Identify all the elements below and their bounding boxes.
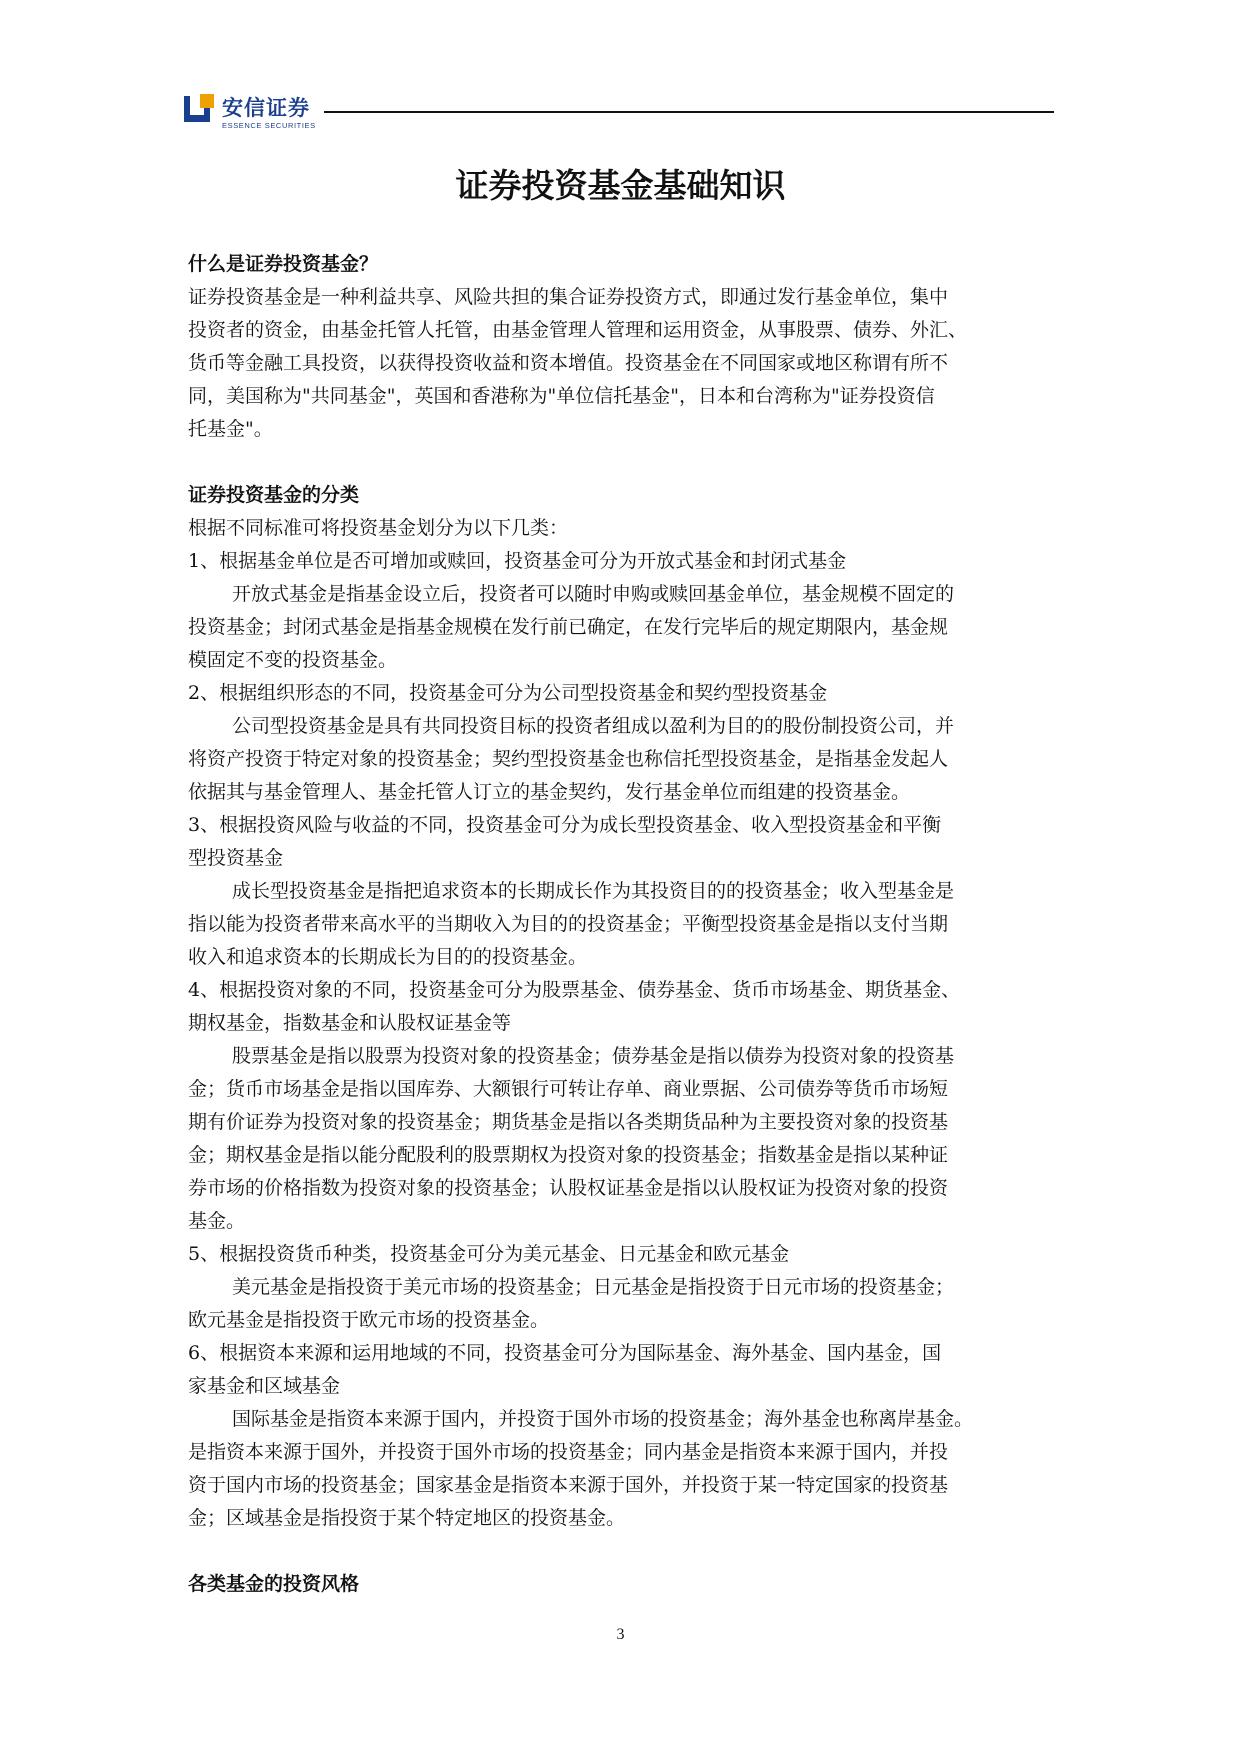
paragraph-line: 金；货币市场基金是指以国库券、大额银行可转让存单、商业票据、公司债券等货币市场短 [188, 1078, 949, 1100]
paragraph-line: 金；区域基金是指投资于某个特定地区的投资基金。 [188, 1507, 626, 1529]
paragraph-gap [188, 446, 1068, 479]
paragraph-line: 期有价证券为投资对象的投资基金；期货基金是指以各类期货品种为主要投资对象的投资基 [188, 1111, 949, 1133]
paragraph-line: 投资者的资金，由基金托管人托管，由基金管理人管理和运用资金，从事股票、债券、外汇、 [188, 319, 968, 341]
page-number: 3 [616, 1626, 625, 1643]
paragraph-line: 券市场的价格指数为投资对象的投资基金；认股权证基金是指以认股权证为投资对象的投资 [188, 1177, 949, 1199]
paragraph-line: 国际基金是指资本来源于国内，并投资于国外市场的投资基金；海外基金也称离岸基金。 [232, 1408, 974, 1430]
paragraph-line: 托基金"。 [188, 418, 273, 440]
paragraph-line: 成长型投资基金是指把追求资本的长期成长作为其投资目的的投资基金；收入型基金是 [232, 880, 955, 902]
paragraph-line: 美元基金是指投资于美元市场的投资基金；日元基金是指投资于日元市场的投资基金； [232, 1276, 955, 1298]
paragraph-line: 期权基金，指数基金和认股权证基金等 [188, 1012, 512, 1034]
document-body [188, 248, 1068, 1601]
section-heading: 证券投资基金的分类 [188, 484, 360, 506]
paragraph-line: 是指资本来源于国外，并投资于国外市场的投资基金；同内基金是指资本来源于国内，并投 [188, 1441, 949, 1463]
paragraph-line: 5、根据投资货币种类，投资基金可分为美元基金、日元基金和欧元基金 [188, 1243, 790, 1265]
section-heading: 什么是证券投资基金？ [188, 253, 379, 275]
brand-name-en: ESSENCE SECURITIES [222, 121, 316, 130]
paragraph-line: 家基金和区域基金 [188, 1375, 341, 1397]
paragraph-line: 将资产投资于特定对象的投资基金；契约型投资基金也称信托型投资基金，是指基金发起人 [188, 748, 949, 770]
paragraph-line: 3、根据投资风险与收益的不同，投资基金可分为成长型投资基金、收入型投资基金和平衡 [188, 814, 942, 836]
paragraph-line: 型投资基金 [188, 847, 284, 869]
paragraph-line: 4、根据投资对象的不同，投资基金可分为股票基金、债券基金、货币市场基金、期货基金、 [188, 979, 961, 1001]
essence-securities-logo-icon [184, 94, 214, 124]
paragraph-line: 2、根据组织形态的不同，投资基金可分为公司型投资基金和契约型投资基金 [188, 682, 828, 704]
paragraph-line: 证券投资基金是一种利益共享、风险共担的集合证券投资方式，即通过发行基金单位，集中 [188, 286, 949, 308]
paragraph-gap [188, 1535, 1068, 1568]
paragraph-line: 1、根据基金单位是否可增加或赎回，投资基金可分为开放式基金和封闭式基金 [188, 550, 847, 572]
paragraph-line: 同，美国称为"共同基金"，英国和香港称为"单位信托基金"，日本和台湾称为"证券投资信 [188, 385, 935, 407]
paragraph-line: 基金。 [188, 1210, 246, 1232]
paragraph-line: 欧元基金是指投资于欧元市场的投资基金。 [188, 1309, 550, 1331]
header-divider [324, 111, 1054, 113]
paragraph-line: 股票基金是指以股票为投资对象的投资基金；债券基金是指以债券为投资对象的投资基 [232, 1045, 955, 1067]
paragraph-line: 投资基金；封闭式基金是指基金规模在发行前已确定，在发行完毕后的规定期限内，基金规 [188, 616, 949, 638]
paragraph-line: 指以能为投资者带来高水平的当期收入为目的的投资基金；平衡型投资基金是指以支付当期 [188, 913, 949, 935]
paragraph-line: 货币等金融工具投资，以获得投资收益和资本增值。投资基金在不同国家或地区称谓有所不 [188, 352, 949, 374]
brand-name-cn: 安信证券 [222, 96, 310, 120]
paragraph-line: 公司型投资基金是具有共同投资目标的投资者组成以盈利为目的的股份制投资公司，并 [232, 715, 955, 737]
paragraph-line: 金；期权基金是指以能分配股利的股票期权为投资对象的投资基金；指数基金是指以某种证 [188, 1144, 949, 1166]
paragraph-line: 开放式基金是指基金设立后，投资者可以随时申购或赎回基金单位，基金规模不固定的 [232, 583, 955, 605]
page-title: 证券投资基金基础知识 [455, 166, 786, 205]
paragraph-line: 依据其与基金管理人、基金托管人订立的基金契约，发行基金单位而组建的投资基金。 [188, 781, 911, 803]
paragraph-line: 根据不同标准可将投资基金划分为以下几类： [188, 517, 569, 539]
section-heading: 各类基金的投资风格 [188, 1573, 360, 1595]
paragraph-line: 收入和追求资本的长期成长为目的的投资基金。 [188, 946, 588, 968]
paragraph-line: 资于国内市场的投资基金；国家基金是指资本来源于国外，并投资于某一特定国家的投资基 [188, 1474, 949, 1496]
page-header [184, 86, 1054, 134]
paragraph-line: 6、根据资本来源和运用地域的不同，投资基金可分为国际基金、海外基金、国内基金，国 [188, 1342, 942, 1364]
paragraph-line: 模固定不变的投资基金。 [188, 649, 398, 671]
